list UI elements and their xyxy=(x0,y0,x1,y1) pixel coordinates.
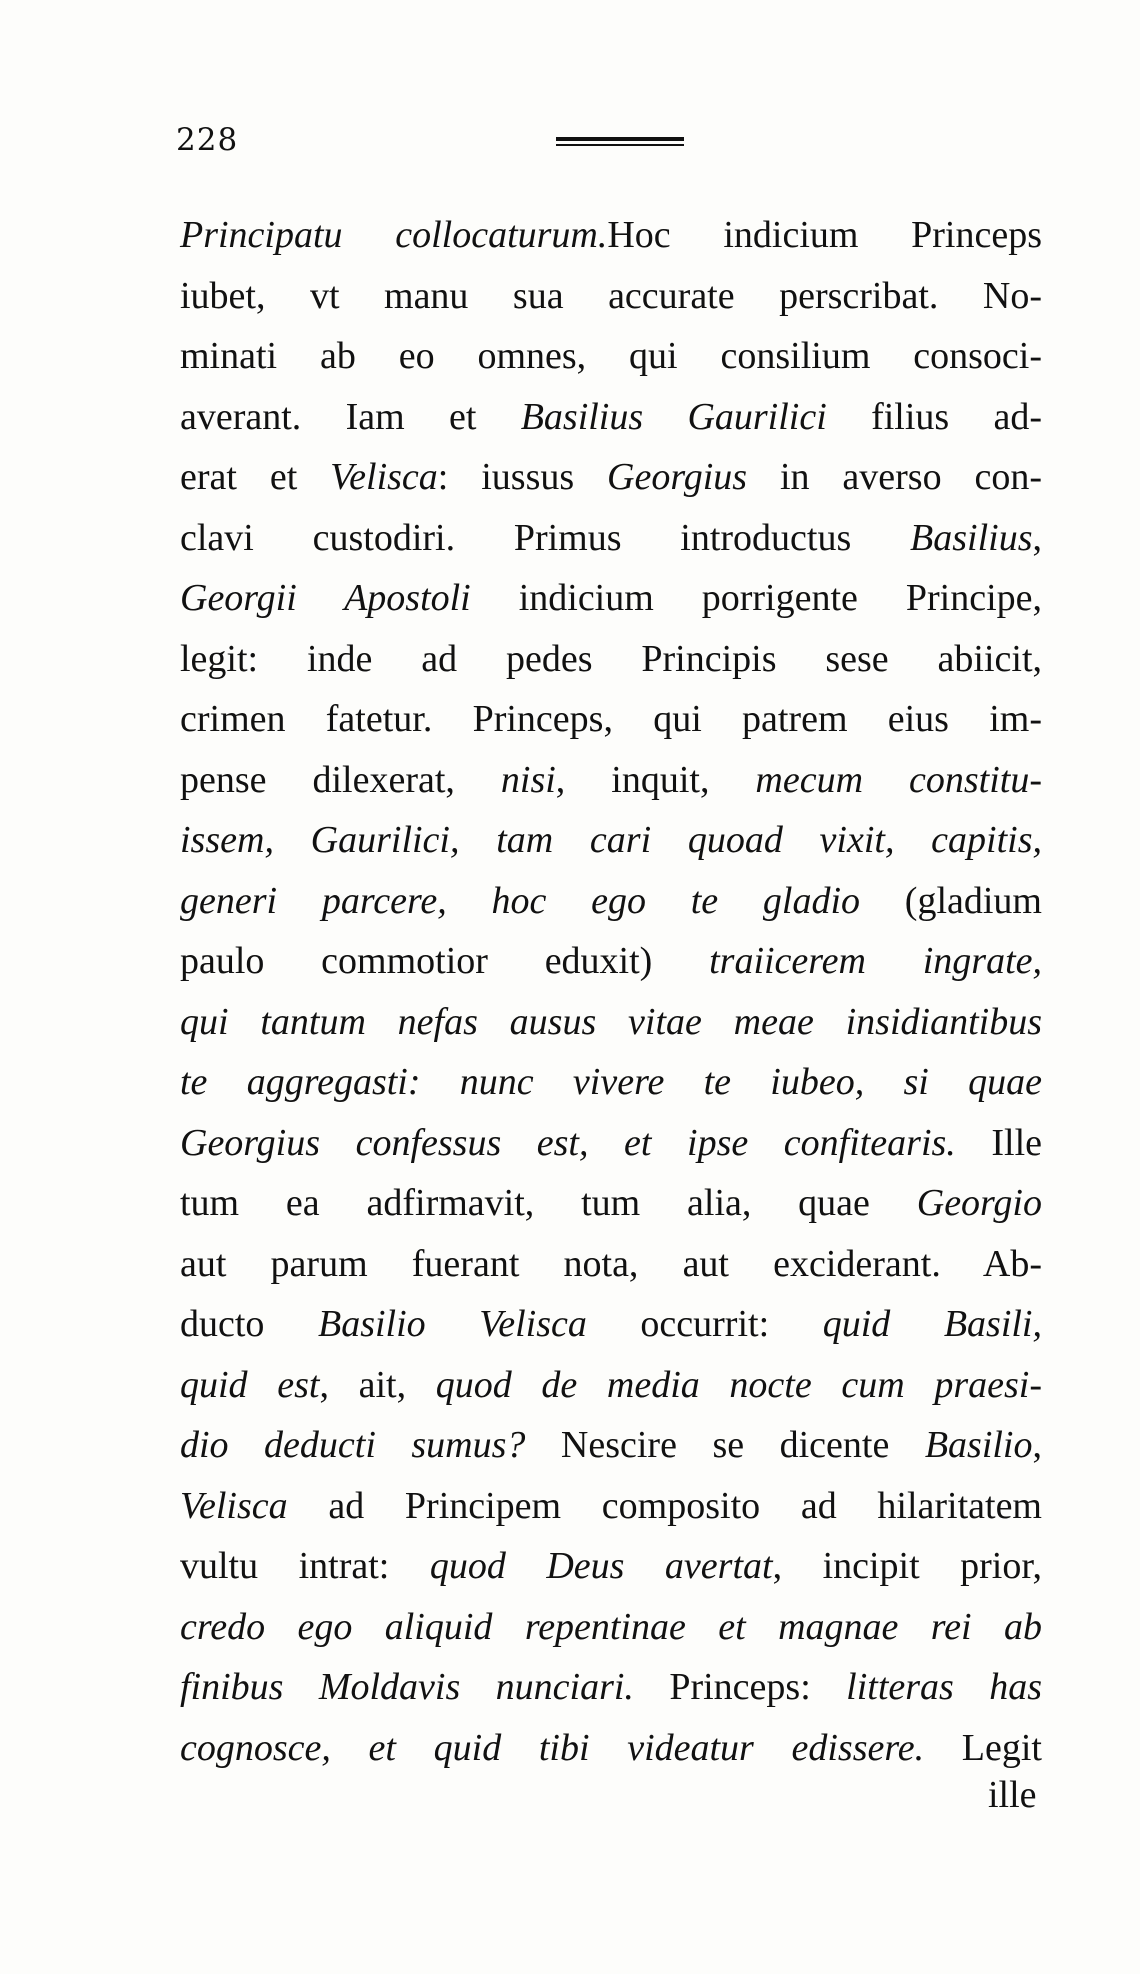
roman-segment: in averso con- xyxy=(747,456,1042,498)
italic-segment: quod de media nocte cum praesi- xyxy=(435,1363,1042,1406)
roman-segment: averant. Iam et xyxy=(180,395,521,438)
roman-segment: Ille xyxy=(955,1121,1042,1164)
italic-segment: issem, Gaurilici, tam cari quoad vixit, capitis, xyxy=(180,819,1042,861)
roman-segment: : iussus xyxy=(437,456,608,498)
roman-segment: tum ea adfirmavit, tum alia, quae xyxy=(180,1182,917,1224)
roman-segment: iubet, vt manu sua accurate perscribat. No- xyxy=(180,274,1042,317)
text-line xyxy=(180,1657,1042,1718)
text-line xyxy=(180,750,1042,811)
roman-segment: filius ad- xyxy=(826,395,1043,438)
text-line xyxy=(180,1113,1042,1174)
text-line xyxy=(180,387,1042,448)
roman-segment: occurrit: xyxy=(586,1303,823,1345)
text-line xyxy=(180,992,1042,1053)
roman-segment: , inquit, xyxy=(555,758,756,801)
roman-segment: Princeps: xyxy=(633,1666,847,1708)
italic-segment: quid Basili, xyxy=(822,1303,1042,1345)
roman-segment: , incipit prior, xyxy=(772,1545,1042,1587)
text-line xyxy=(180,629,1042,690)
text-line xyxy=(180,1294,1042,1355)
italic-segment: Basilius xyxy=(910,516,1033,559)
roman-segment: Legit xyxy=(924,1726,1042,1769)
roman-segment: crimen fatetur. Princeps, qui patrem eius im- xyxy=(180,698,1042,740)
text-line xyxy=(180,1173,1042,1234)
italic-segment: Georgio xyxy=(916,1182,1042,1224)
italic-segment: te aggregasti: nunc vivere te iubeo, si quae xyxy=(180,1061,1042,1103)
roman-segment: indicium porrigente Principe, xyxy=(470,577,1042,619)
text-line xyxy=(180,1597,1042,1658)
text-line xyxy=(180,205,1042,266)
roman-segment: erat et xyxy=(180,456,331,498)
italic-segment: Georgius xyxy=(607,456,748,498)
roman-segment: minati ab eo omnes, qui consilium consoci- xyxy=(180,335,1042,377)
text-line xyxy=(180,1536,1042,1597)
italic-segment: traiicerem ingrate, xyxy=(709,940,1043,982)
roman-segment: pense dilexerat, xyxy=(180,758,501,801)
italic-segment: dio deducti sumus? xyxy=(180,1424,526,1466)
text-line xyxy=(180,931,1042,992)
text-line xyxy=(180,1234,1042,1295)
roman-segment: , ait, xyxy=(319,1363,436,1406)
roman-segment: clavi custodiri. Primus introductus xyxy=(180,516,911,559)
italic-segment: litteras has xyxy=(846,1666,1042,1708)
text-line xyxy=(180,1355,1042,1416)
roman-segment: ad Principem composito ad hilaritatem xyxy=(287,1484,1042,1527)
italic-segment: Basilio xyxy=(924,1424,1033,1466)
roman-segment: Hoc indicium Princeps xyxy=(607,214,1042,256)
text-line xyxy=(180,1052,1042,1113)
roman-segment: Nescire se dicente xyxy=(525,1424,925,1466)
roman-segment: vultu intrat: xyxy=(180,1545,430,1587)
header-rule-thick xyxy=(556,137,684,141)
italic-segment: Georgius confessus est, et ipse confitearis. xyxy=(180,1121,956,1164)
text-line xyxy=(180,1718,1042,1779)
text-line xyxy=(180,1415,1042,1476)
roman-segment: paulo commotior eduxit) xyxy=(180,940,710,982)
italic-segment: Georgii Apostoli xyxy=(180,577,471,619)
italic-segment: Velisca xyxy=(180,1484,288,1527)
italic-segment: finibus Moldavis nunciari. xyxy=(180,1666,634,1708)
text-line xyxy=(180,871,1042,932)
italic-segment: cognosce, et quid tibi videatur edissere. xyxy=(180,1726,925,1769)
text-line xyxy=(180,326,1042,387)
text-line xyxy=(180,810,1042,871)
text-line xyxy=(180,266,1042,327)
text-line xyxy=(180,508,1042,569)
catchword: ille xyxy=(988,1774,1037,1816)
roman-segment: ducto xyxy=(180,1303,318,1345)
roman-segment: , xyxy=(1032,1424,1042,1466)
italic-segment: generi parcere, hoc ego te gladio xyxy=(180,879,861,922)
text-line xyxy=(180,568,1042,629)
roman-segment: (gladium xyxy=(860,879,1042,922)
italic-segment: Basilius Gaurilici xyxy=(520,395,827,438)
header-rule xyxy=(556,137,684,147)
text-line xyxy=(180,447,1042,508)
italic-segment: Basilio Velisca xyxy=(317,1303,587,1345)
italic-segment: Principatu collocaturum. xyxy=(180,214,608,256)
roman-segment: , xyxy=(1032,516,1042,559)
italic-segment: quid est xyxy=(180,1363,320,1406)
italic-segment: quod Deus avertat xyxy=(429,1545,773,1587)
text-line xyxy=(180,1476,1042,1537)
body-text xyxy=(180,205,1042,1778)
italic-segment: mecum constitu- xyxy=(755,758,1042,801)
header-rule-thin xyxy=(556,144,684,146)
page-number: 228 xyxy=(176,122,239,158)
roman-segment: aut parum fuerant nota, aut exciderant. Ab- xyxy=(180,1242,1042,1285)
italic-segment: nisi xyxy=(500,758,556,801)
italic-segment: credo ego aliquid repentinae et magnae rei ab xyxy=(180,1605,1042,1648)
text-line xyxy=(180,689,1042,750)
roman-segment: legit: inde ad pedes Principis sese abiicit, xyxy=(180,637,1042,680)
italic-segment: qui tantum nefas ausus vitae meae insidiantibus xyxy=(180,1000,1042,1043)
italic-segment: Velisca xyxy=(330,456,438,498)
